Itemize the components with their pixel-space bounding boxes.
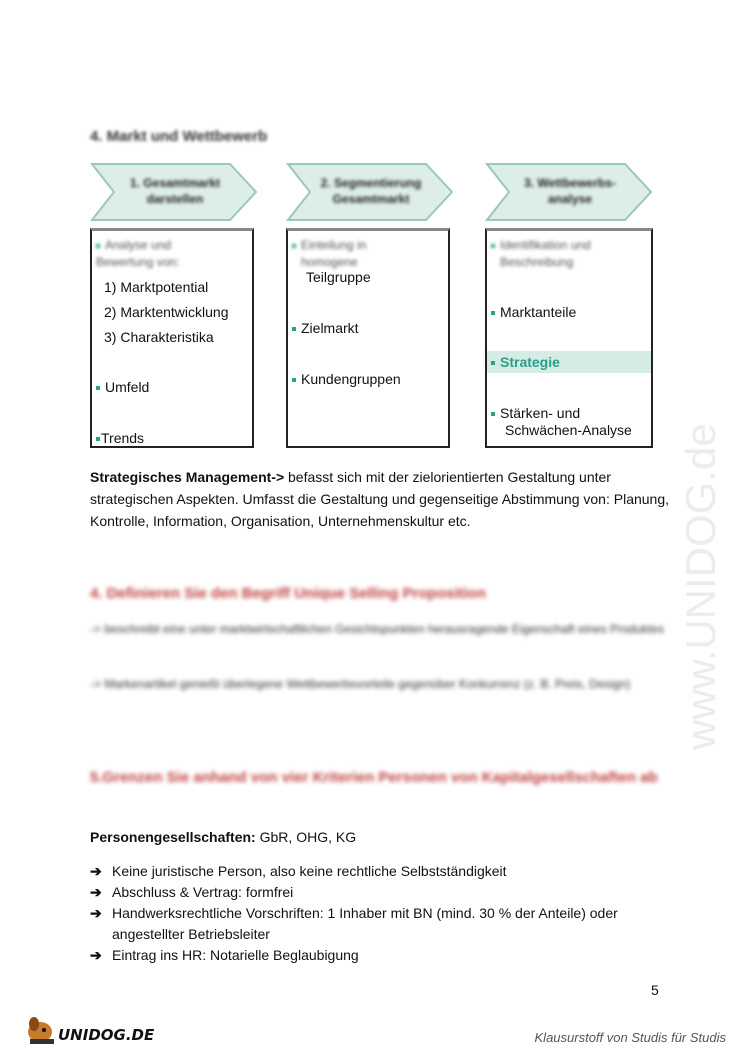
step-3-item-3: Stärken- und Schwächen-Analyse [491, 405, 632, 439]
chevron-step-1 [90, 162, 260, 222]
watermark [670, 300, 730, 760]
personengesellschaften-line: Personengesellschaften: GbR, OHG, KG [90, 829, 357, 845]
step-1-item-1: 1) Marktpotential [104, 279, 209, 295]
chevron-step-2 [286, 162, 456, 222]
diagram-title: 4. Markt und Wettbewerb [90, 128, 268, 145]
step-2-item-3: Kundengruppen [292, 371, 401, 387]
q5-heading: 5.Grenzen Sie anhand von vier Kriterien Personen von Kapitalgesellschaften ab [90, 769, 658, 786]
step-3-label-line2: analyse [547, 192, 593, 206]
step-3-box [485, 228, 653, 448]
usp-line-1: -> beschreibt eine unter marktwirtschaftlichen Gesichtspunkten herausragende Eigenschaft eines Produktes [90, 622, 664, 636]
step-1-label-line1: 1. Gesamtmarkt [129, 176, 221, 190]
step-3-item-2: Strategie [491, 354, 560, 370]
list-item: ➔ Handwerksrechtliche Vorschriften: 1 Inhaber mit BN (mind. 30 % der Anteile) oder angestellter Betriebsleiter [90, 903, 670, 945]
step-1-box [90, 228, 254, 448]
arrow-right-icon: ➔ [90, 863, 102, 879]
step-3-faint: Identifikation und Beschreibung [491, 237, 591, 271]
list-item: ➔ Keine juristische Person, also keine rechtliche Selbstständigkeit [90, 861, 670, 882]
arrow-right-icon: ➔ [90, 905, 102, 921]
step-1-item-3: 3) Charakteristika [104, 329, 214, 345]
arrow-right-icon: ➔ [90, 947, 102, 963]
step-2-faint: Einteilung in homogene [292, 237, 366, 271]
step-2-label-line2: Gesamtmarkt [332, 192, 410, 206]
chevron-step-3 [485, 162, 655, 222]
list-item: ➔ Abschluss & Vertrag: formfrei [90, 882, 670, 903]
step-1-item-2: 2) Marktentwicklung [104, 304, 229, 320]
logo-text: UNIDOG.DE [58, 1026, 155, 1044]
watermark-text: www.UNIDOG.de [677, 423, 724, 750]
usp-line-2: -> Markenartikel genießt überlegene Wettbewerbsvorteile gegenüber Konkurrenz (z. B. Preis, Design) [90, 677, 631, 691]
list-item: ➔ Eintrag ins HR: Notarielle Beglaubigung [90, 945, 670, 966]
page-number: 5 [651, 982, 659, 998]
step-1-item-5: Trends [96, 430, 144, 446]
step-2-item-2: Zielmarkt [292, 320, 359, 336]
strategisches-management-paragraph: Strategisches Management-> befasst sich mit der zielorientierten Gestaltung unter strategischen Aspekten. Umfasst die Gestaltung und gegenseitige Abstimmung von: Planung, Kontrolle, Information, Organisation, Unternehmenskultur etc. [90, 469, 670, 529]
arrow-right-icon: ➔ [90, 884, 102, 900]
step-1-item-4: Umfeld [96, 379, 149, 395]
step-2-item-1: Teilgruppe [306, 269, 371, 285]
step-1-faint: Analyse und Bewertung von: [96, 238, 180, 269]
step-2-box [286, 228, 450, 448]
step-2-label-line1: 2. Segmentierung [320, 176, 422, 190]
footer-tagline: Klausurstoff von Studis für Studis [534, 1030, 726, 1045]
step-1-label-line2: darstellen [146, 192, 204, 206]
usp-heading: 4. Definieren Sie den Begriff Unique Selling Proposition [90, 585, 486, 602]
step-3-label-line1: 3. Wettbewerbs- [524, 176, 616, 190]
q5-bullet-list [90, 861, 670, 966]
step-3-item-1: Marktanteile [491, 304, 576, 320]
